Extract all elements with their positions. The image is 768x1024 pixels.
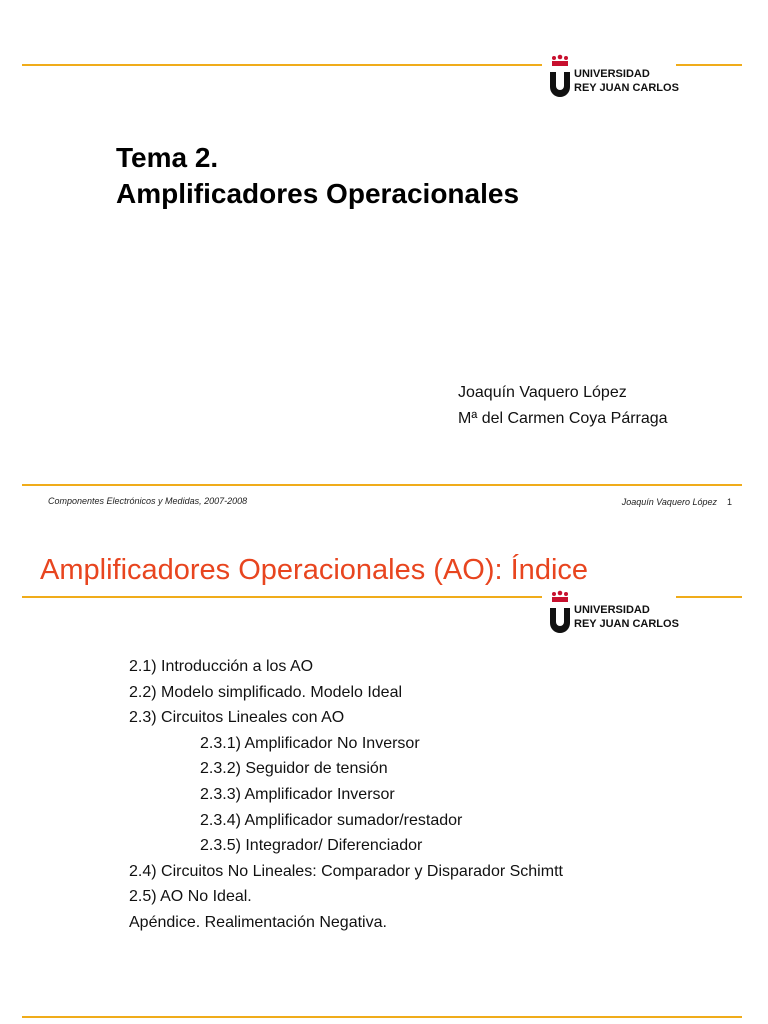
toc-subitem: 2.3.1) Amplificador No Inversor	[200, 734, 420, 752]
urjc-logo-icon	[548, 590, 572, 638]
university-logo	[548, 54, 678, 106]
toc-item: 2.5) AO No Ideal.	[129, 888, 252, 906]
toc-item: 2.2) Modelo simplificado. Modelo Ideal	[129, 683, 403, 701]
page-number: 1	[726, 497, 732, 507]
slide-title	[116, 140, 519, 212]
toc-subitem: 2.3.3) Amplificador Inversor	[200, 785, 395, 803]
header-rule-right	[676, 64, 742, 66]
index-title: Amplificadores Operacionales (AO): Índice	[40, 554, 589, 586]
footer-author	[622, 497, 732, 507]
author-1: Joaquín Vaquero López	[458, 384, 627, 401]
toc-item: 2.1) Introducción a los AO	[129, 658, 314, 675]
header-rule-left	[22, 64, 542, 66]
logo-line-1: UNIVERSIDAD	[574, 68, 650, 80]
footer-course: Componentes Electrónicos y Medidas, 2007-2008	[48, 496, 248, 506]
toc-subitem: 2.3.2) Seguidor de tensión	[200, 760, 388, 778]
toc-item: 2.3) Circuitos Lineales con AO	[129, 709, 345, 727]
logo-line-2: REY JUAN CARLOS	[574, 82, 679, 94]
toc-item: Apéndice. Realimentación Negativa.	[129, 913, 387, 931]
university-logo	[548, 590, 678, 642]
author-2: Mª del Carmen Coya Párraga	[458, 410, 668, 427]
urjc-logo-icon	[548, 54, 572, 102]
toc-subitem: 2.3.4) Amplificador sumador/restador	[200, 811, 463, 829]
toc-item: 2.4) Circuitos No Lineales: Comparador y Disparador Schimtt	[129, 862, 563, 880]
header-rule-left	[22, 596, 542, 598]
logo-line-1: UNIVERSIDAD	[574, 604, 650, 616]
authors	[458, 380, 668, 432]
toc-subitem: 2.3.5) Integrador/ Diferenciador	[200, 837, 423, 855]
table-of-contents	[129, 654, 563, 936]
title-line-2: Amplificadores Operacionales	[116, 178, 520, 209]
title-line-1: Tema 2.	[116, 142, 219, 173]
footer-author-name: Joaquín Vaquero López	[621, 497, 717, 507]
header-rule-right	[676, 596, 742, 598]
footer-rule	[22, 1016, 742, 1018]
footer-rule	[22, 484, 742, 486]
logo-line-2: REY JUAN CARLOS	[574, 618, 679, 630]
slide-2	[0, 520, 768, 1024]
